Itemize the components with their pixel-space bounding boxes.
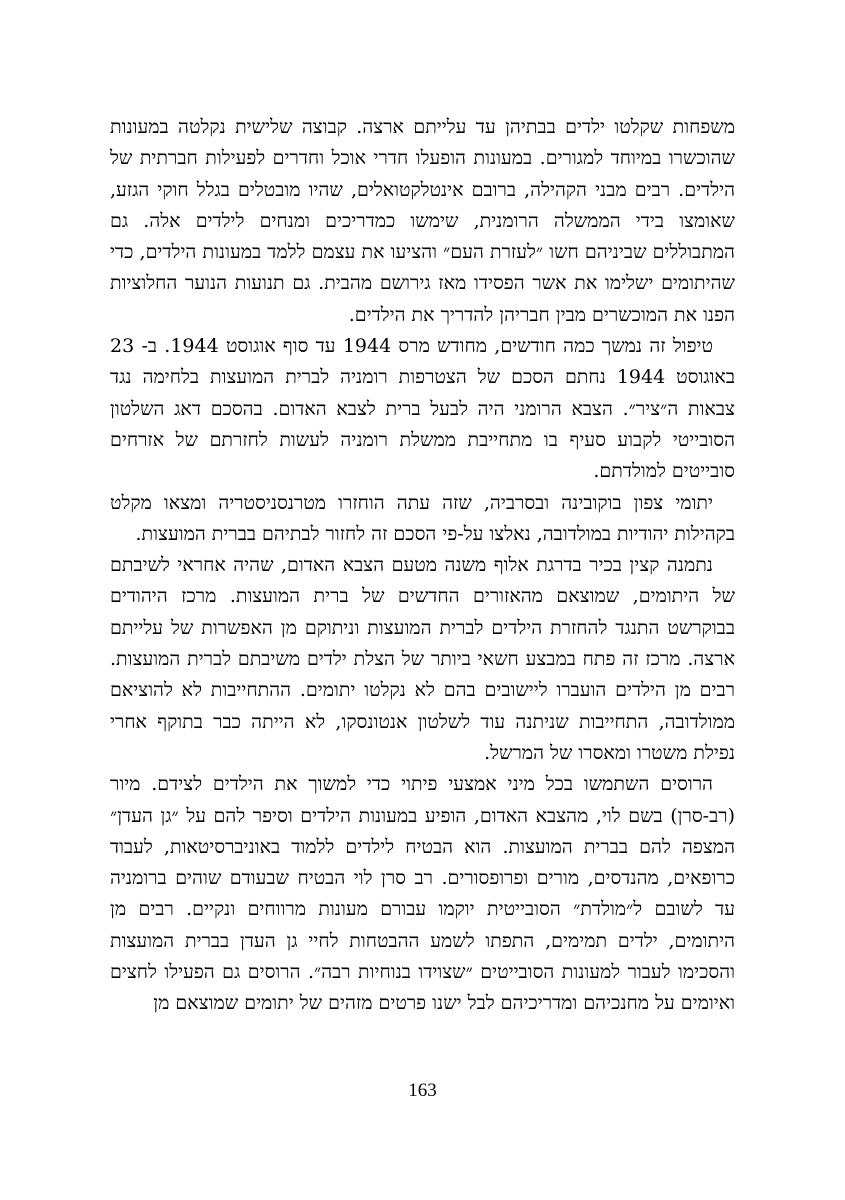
paragraph-5: הרוסים השתמשו בכל מיני אמצעי פיתוי כדי למשוך את הילדים לצידם. מיור (רב-סרן) בשם לוי, מהצבא האדום, הופיע במעונות הילדים וסיפר להם על ״גן העדן״ המצפה להם בברית המועצות. הוא הבטיח לילדים ללמוד באוניברסיטאות, לעבוד כרופאים, מהנדסים, מורים ופרופסורים. רב סרן לוי הבטיח שבעודם שוהים ברומניה עד לשובם ל״מולדת״ הסובייטית יוקמו עבורם מעונות מרווחים ונקיים. רבים מן היתומים, ילדים תמימים, התפתו לשמע ההבטחות לחיי גן העדן בברית המועצות והסכימו לעבור למעונות הסובייטים ״שצוידו בנוחיות רבה״. הרוסים גם הפעילו לחצים ואיומים על מחנכיהם ומדריכיהם לבל ישנו פרטים מזהים של יתומים שמוצאם מן: [110, 773, 735, 1015]
paragraph-3: יתומי צפון בוקובינה ובסרביה, שזה עתה הוחזרו מטרנסניסטריה ומצאו מקלט בקהילות יהודיות במולדובה, נאלצו על-פי הסכם זה לחזור לבתיהם בברית המועצות.: [110, 491, 735, 545]
body-text: [110, 112, 735, 1020]
paragraph-2: טיפול זה נמשך כמה חודשים, מחודש מרס 1944 עד סוף אוגוסט 1944. ב- 23 באוגוסט 1944 נחתם הסכם של הצטרפות רומניה לברית המועצות בלחימה נגד צבאות ה״ציר״. הצבא הרומני היה לבעל ברית לצבא האדום. בהסכם דאג השלטון הסובייטי לקבוע סעיף בו מתחייבת ממשלת רומניה לעשות לחזרתם של אזרחים סובייטים למולדתם.: [110, 335, 735, 483]
paragraph-1: משפחות שקלטו ילדים בבתיהן עד עלייתם ארצה. קבוצה שלישית נקלטה במעונות שהוכשרו במיוחד למגורים. במעונות הופעלו חדרי אוכל וחדרים לפעילות חברתית של הילדים. רבים מבני הקהילה, ברובם אינטלקטואלים, שהיו מובטלים בגלל חוקי הגזע, שאומצו בידי הממשלה הרומנית, שימשו כמדריכים ומנחים לילדים אלה. גם המתבוללים שביניהם חשו ״לעזרת העם״ והציעו את עצמם ללמד במעונות הילדים, כדי שהיתומים ישלימו את אשר הפסידו מאז גירושם מהבית. גם תנועות הנוער החלוציות הפנו את המוכשרים מבין חבריהן להדריך את הילדים.: [110, 116, 735, 326]
paragraph-4: נתמנה קצין בכיר בדרגת אלוף משנה מטעם הצבא האדום, שהיה אחראי לשיבתם של היתומים, שמוצאם מהאזורים החדשים של ברית המועצות. מרכז היהודים בבוקרשט התנגד להחזרת הילדים לברית המועצות וניתוקם מן האפשרות של עלייתם ארצה. מרכז זה פתח במבצע חשאי ביותר של הצלת ילדים משיבתם לברית המועצות. רבים מן הילדים הועברו ליישובים בהם לא נקלטו יתומים. ההתחייבות לא להוציאם ממולדובה, התחייבות שניתנה עוד לשלטון אנטונסקו, לא הייתה כבר בתוקף אחרי נפילת משטרו ומאסרו של המרשל.: [110, 554, 735, 764]
page-number: 163: [408, 1080, 437, 1101]
